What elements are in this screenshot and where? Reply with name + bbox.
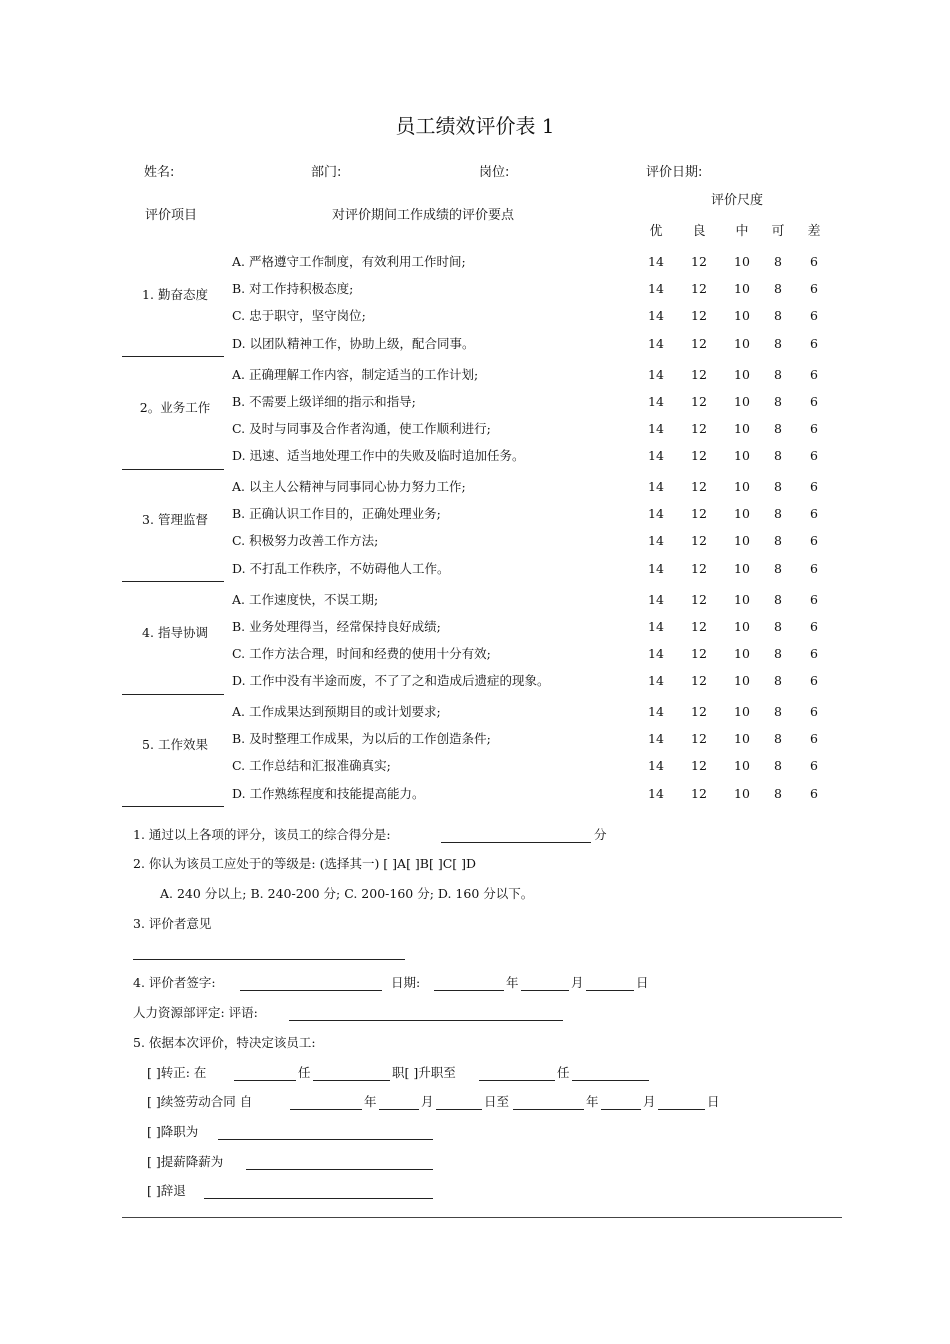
score-option[interactable]: 6	[810, 281, 818, 297]
score-option[interactable]: 8	[774, 281, 782, 297]
score-option[interactable]: 12	[691, 560, 707, 576]
signature-year-label: 年	[506, 975, 519, 990]
criteria-item: C. 工作总结和汇报准确真实;	[232, 758, 391, 774]
criteria-item: B. 对工作持积极态度;	[232, 281, 354, 297]
criteria-item: B. 业务处理得当，经常保持良好成绩;	[232, 618, 441, 634]
score-option[interactable]: 8	[774, 366, 782, 382]
decision-label: 5. 依据本次评价，特决定该员工:	[133, 1035, 316, 1050]
signature-month-blank[interactable]	[521, 990, 569, 991]
category-divider	[122, 356, 224, 357]
criteria-item: C. 及时与同事及合作者沟通，使工作顺利进行;	[232, 420, 491, 436]
criteria-item: D. 工作中没有半途而废，不了了之和造成后遗症的现象。	[232, 673, 550, 689]
criteria-item: A. 工作速度快，不误工期;	[232, 591, 379, 607]
score-option[interactable]: 12	[691, 673, 707, 689]
score-option[interactable]: 10	[734, 308, 750, 324]
promote-post-label: 任	[557, 1065, 570, 1080]
score-option[interactable]: 12	[691, 618, 707, 634]
category-label: 1. 勤奋态度	[142, 287, 208, 302]
score-option[interactable]: 12	[691, 254, 707, 269]
criteria-item: B. 不需要上级详细的指示和指导;	[232, 393, 416, 409]
score-option[interactable]: 12	[691, 758, 707, 774]
score-option[interactable]: 6	[810, 308, 818, 324]
score-option[interactable]: 8	[774, 758, 782, 774]
score-option[interactable]: 6	[810, 448, 818, 464]
score-option[interactable]: 8	[774, 645, 782, 661]
score-option[interactable]: 10	[734, 479, 750, 494]
category-divider	[122, 469, 224, 470]
score-option[interactable]: 6	[810, 506, 818, 522]
score-option[interactable]: 12	[691, 785, 707, 801]
score-option[interactable]: 8	[774, 673, 782, 689]
criteria-item: C. 忠于职守，坚守岗位;	[232, 308, 366, 324]
category-label: 5. 工作效果	[142, 737, 208, 752]
score-option[interactable]: 12	[691, 308, 707, 324]
confirm-post-label: 任	[298, 1065, 311, 1080]
scale-label-poor: 差	[807, 224, 821, 239]
score-option[interactable]: 14	[648, 731, 664, 747]
score-option[interactable]: 14	[648, 254, 664, 269]
score-option[interactable]: 8	[774, 308, 782, 324]
score-option[interactable]: 12	[691, 591, 707, 607]
demote-blank[interactable]	[218, 1139, 433, 1140]
renew-from-month-blank[interactable]	[379, 1109, 419, 1110]
criteria-item: C. 工作方法合理，时间和经费的使用十分有效;	[232, 645, 491, 661]
score-option[interactable]: 10	[734, 618, 750, 634]
score-option[interactable]: 12	[691, 479, 707, 494]
total-score-question: 1. 通过以上各项的评分，该员工的综合得分是:	[133, 827, 391, 842]
demote-option-label[interactable]: [ ]降职为	[147, 1124, 199, 1139]
score-option[interactable]: 6	[810, 731, 818, 747]
reviewer-signature-blank[interactable]	[240, 990, 382, 991]
score-option[interactable]: 12	[691, 506, 707, 522]
renew-contract-option-label[interactable]: [ ]续签劳动合同 自	[147, 1094, 253, 1109]
scale-header: 评价尺度	[711, 193, 764, 208]
score-option[interactable]: 10	[734, 560, 750, 576]
scale-label-fair: 可	[771, 224, 785, 239]
score-option[interactable]: 6	[810, 704, 818, 719]
category-label: 3. 管理监督	[142, 512, 208, 527]
grade-note: A. 240 分以上; B. 240-200 分; C. 200-160 分; D. 160 分以下。	[160, 886, 534, 901]
page-title: 员工绩效评价表 1	[395, 114, 555, 138]
criteria-item: D. 不打乱工作秩序，不妨碍他人工作。	[232, 560, 450, 576]
criteria-item: A. 严格遵守工作制度，有效利用工作时间;	[232, 254, 466, 269]
scale-label-good: 良	[692, 224, 706, 239]
renew-to-month-label: 月	[643, 1094, 656, 1109]
score-option[interactable]: 6	[810, 479, 818, 494]
score-option[interactable]: 14	[648, 448, 664, 464]
score-option[interactable]: 12	[691, 448, 707, 464]
renew-from-year-label: 年	[364, 1094, 377, 1109]
score-option[interactable]: 10	[734, 591, 750, 607]
score-option[interactable]: 14	[648, 560, 664, 576]
score-option[interactable]: 6	[810, 366, 818, 382]
score-option[interactable]: 14	[648, 673, 664, 689]
score-option[interactable]: 8	[774, 335, 782, 351]
score-option[interactable]: 6	[810, 758, 818, 774]
score-option[interactable]: 8	[774, 254, 782, 269]
score-option[interactable]: 10	[734, 533, 750, 549]
score-option[interactable]: 6	[810, 645, 818, 661]
score-option[interactable]: 10	[734, 506, 750, 522]
score-option[interactable]: 6	[810, 420, 818, 436]
category-divider	[122, 694, 224, 695]
grade-question: 2. 你认为该员工应处于的等级是: (选择其一) [ ]A[ ]B[ ]C[ ]D	[133, 856, 477, 871]
score-option[interactable]: 10	[734, 254, 750, 269]
hr-review-label: 人力资源部评定: 评语:	[133, 1005, 258, 1020]
criteria-item: C. 积极努力改善工作方法;	[232, 533, 379, 549]
criteria-item: D. 以团队精神工作，协助上级，配合同事。	[232, 335, 475, 351]
renew-to-year-label: 年	[586, 1094, 599, 1109]
score-option[interactable]: 14	[648, 479, 664, 494]
hr-review-blank[interactable]	[289, 1020, 563, 1021]
score-option[interactable]: 10	[734, 420, 750, 436]
score-option[interactable]: 8	[774, 704, 782, 719]
score-option[interactable]: 6	[810, 560, 818, 576]
reviewer-signature-label: 4. 评价者签字:	[133, 975, 216, 990]
score-option[interactable]: 6	[810, 785, 818, 801]
score-option[interactable]: 6	[810, 673, 818, 689]
score-option[interactable]: 12	[691, 704, 707, 719]
score-option[interactable]: 10	[734, 645, 750, 661]
score-option[interactable]: 12	[691, 731, 707, 747]
score-option[interactable]: 14	[648, 506, 664, 522]
item-column-header: 评价项目	[145, 208, 198, 223]
score-option[interactable]: 8	[774, 420, 782, 436]
dismiss-blank[interactable]	[204, 1198, 433, 1199]
score-option[interactable]: 10	[734, 448, 750, 464]
score-option[interactable]: 14	[648, 366, 664, 382]
score-option[interactable]: 14	[648, 281, 664, 297]
score-option[interactable]: 6	[810, 254, 818, 269]
score-option[interactable]: 12	[691, 335, 707, 351]
category-divider	[122, 806, 224, 807]
salary-change-option-label[interactable]: [ ]提薪降薪为	[147, 1154, 224, 1169]
score-option[interactable]: 8	[774, 506, 782, 522]
criteria-item: B. 及时整理工作成果，为以后的工作创造条件;	[232, 731, 491, 747]
promote-post-blank[interactable]	[572, 1080, 649, 1081]
reviewer-opinion-blank[interactable]	[133, 959, 405, 960]
score-option[interactable]: 12	[691, 366, 707, 382]
criteria-item: A. 工作成果达到预期目的或计划要求;	[232, 704, 441, 719]
renew-to-year-blank[interactable]	[513, 1109, 584, 1110]
score-option[interactable]: 8	[774, 448, 782, 464]
renew-from-month-label: 月	[421, 1094, 434, 1109]
score-option[interactable]: 14	[648, 618, 664, 634]
category-label: 4. 指导协调	[142, 624, 208, 640]
signature-year-blank[interactable]	[434, 990, 504, 991]
confirm-post-blank[interactable]	[313, 1080, 390, 1081]
criteria-item: D. 迅速、适当地处理工作中的失败及临时追加任务。	[232, 448, 525, 464]
score-option[interactable]: 8	[774, 533, 782, 549]
bottom-divider	[122, 1217, 842, 1218]
score-option[interactable]: 14	[648, 393, 664, 409]
category-label: 2。业务工作	[139, 399, 211, 415]
category-divider	[122, 581, 224, 582]
criteria-item: D. 工作熟练程度和技能提高能力。	[232, 785, 425, 801]
renew-to-label: 日至	[484, 1094, 510, 1109]
score-option[interactable]: 6	[810, 393, 818, 409]
score-option[interactable]: 14	[648, 758, 664, 774]
scale-label-average: 中	[735, 224, 749, 239]
confirm-dept-blank[interactable]	[234, 1080, 296, 1081]
score-option[interactable]: 14	[648, 420, 664, 436]
reviewer-opinion-label: 3. 评价者意见	[133, 916, 212, 931]
renew-from-day-blank[interactable]	[436, 1109, 482, 1110]
score-option[interactable]: 6	[810, 618, 818, 634]
score-option[interactable]: 12	[691, 281, 707, 297]
position-field-label: 岗位:	[479, 165, 510, 180]
signature-day-blank[interactable]	[586, 990, 634, 991]
score-option[interactable]: 14	[648, 533, 664, 549]
score-option[interactable]: 6	[810, 335, 818, 351]
salary-change-blank[interactable]	[246, 1169, 433, 1170]
total-score-unit: 分	[594, 827, 607, 842]
score-option[interactable]: 8	[774, 393, 782, 409]
promote-option-label[interactable]: 职[ ]升职至	[392, 1065, 456, 1080]
score-option[interactable]: 14	[648, 308, 664, 324]
score-option[interactable]: 12	[691, 420, 707, 436]
signature-date-label: 日期:	[391, 975, 421, 990]
dismiss-option-label[interactable]: [ ]辞退	[147, 1183, 186, 1198]
promote-dept-blank[interactable]	[479, 1080, 555, 1081]
criteria-item: A. 以主人公精神与同事同心协力努力工作;	[232, 479, 466, 494]
criteria-item: B. 正确认识工作目的，正确处理业务;	[232, 506, 441, 522]
criteria-column-header: 对评价期间工作成绩的评价要点	[332, 208, 515, 223]
score-option[interactable]: 12	[691, 393, 707, 409]
score-option[interactable]: 8	[774, 785, 782, 801]
score-option[interactable]: 6	[810, 533, 818, 549]
score-option[interactable]: 14	[648, 785, 664, 801]
score-option[interactable]: 10	[734, 758, 750, 774]
score-option[interactable]: 8	[774, 479, 782, 494]
renew-to-month-blank[interactable]	[601, 1109, 641, 1110]
score-option[interactable]: 6	[810, 591, 818, 607]
score-option[interactable]: 10	[734, 704, 750, 719]
score-option[interactable]: 10	[734, 731, 750, 747]
date-field-label: 评价日期:	[646, 165, 703, 180]
department-field-label: 部门:	[311, 165, 342, 180]
score-option[interactable]: 10	[734, 393, 750, 409]
score-option[interactable]: 12	[691, 645, 707, 661]
renew-to-day-label: 日	[707, 1094, 720, 1109]
score-option[interactable]: 8	[774, 731, 782, 747]
score-option[interactable]: 14	[648, 704, 664, 719]
score-option[interactable]: 14	[648, 335, 664, 351]
total-score-blank[interactable]	[441, 842, 591, 843]
score-option[interactable]: 14	[648, 591, 664, 607]
score-option[interactable]: 14	[648, 645, 664, 661]
score-option[interactable]: 10	[734, 366, 750, 382]
criteria-item: A. 正确理解工作内容，制定适当的工作计划;	[232, 366, 479, 382]
scale-label-excellent: 优	[649, 224, 663, 239]
score-option[interactable]: 8	[774, 591, 782, 607]
score-option[interactable]: 10	[734, 281, 750, 297]
score-option[interactable]: 12	[691, 533, 707, 549]
score-option[interactable]: 10	[734, 785, 750, 801]
name-field-label: 姓名:	[144, 165, 175, 180]
renew-to-day-blank[interactable]	[658, 1109, 705, 1110]
renew-from-year-blank[interactable]	[290, 1109, 362, 1110]
signature-month-label: 月	[571, 975, 584, 990]
score-option[interactable]: 8	[774, 618, 782, 634]
confirm-option-label[interactable]: [ ]转正: 在	[147, 1065, 207, 1080]
score-option[interactable]: 10	[734, 335, 750, 351]
score-option[interactable]: 10	[734, 673, 750, 689]
score-option[interactable]: 8	[774, 560, 782, 576]
signature-day-label: 日	[636, 975, 649, 990]
